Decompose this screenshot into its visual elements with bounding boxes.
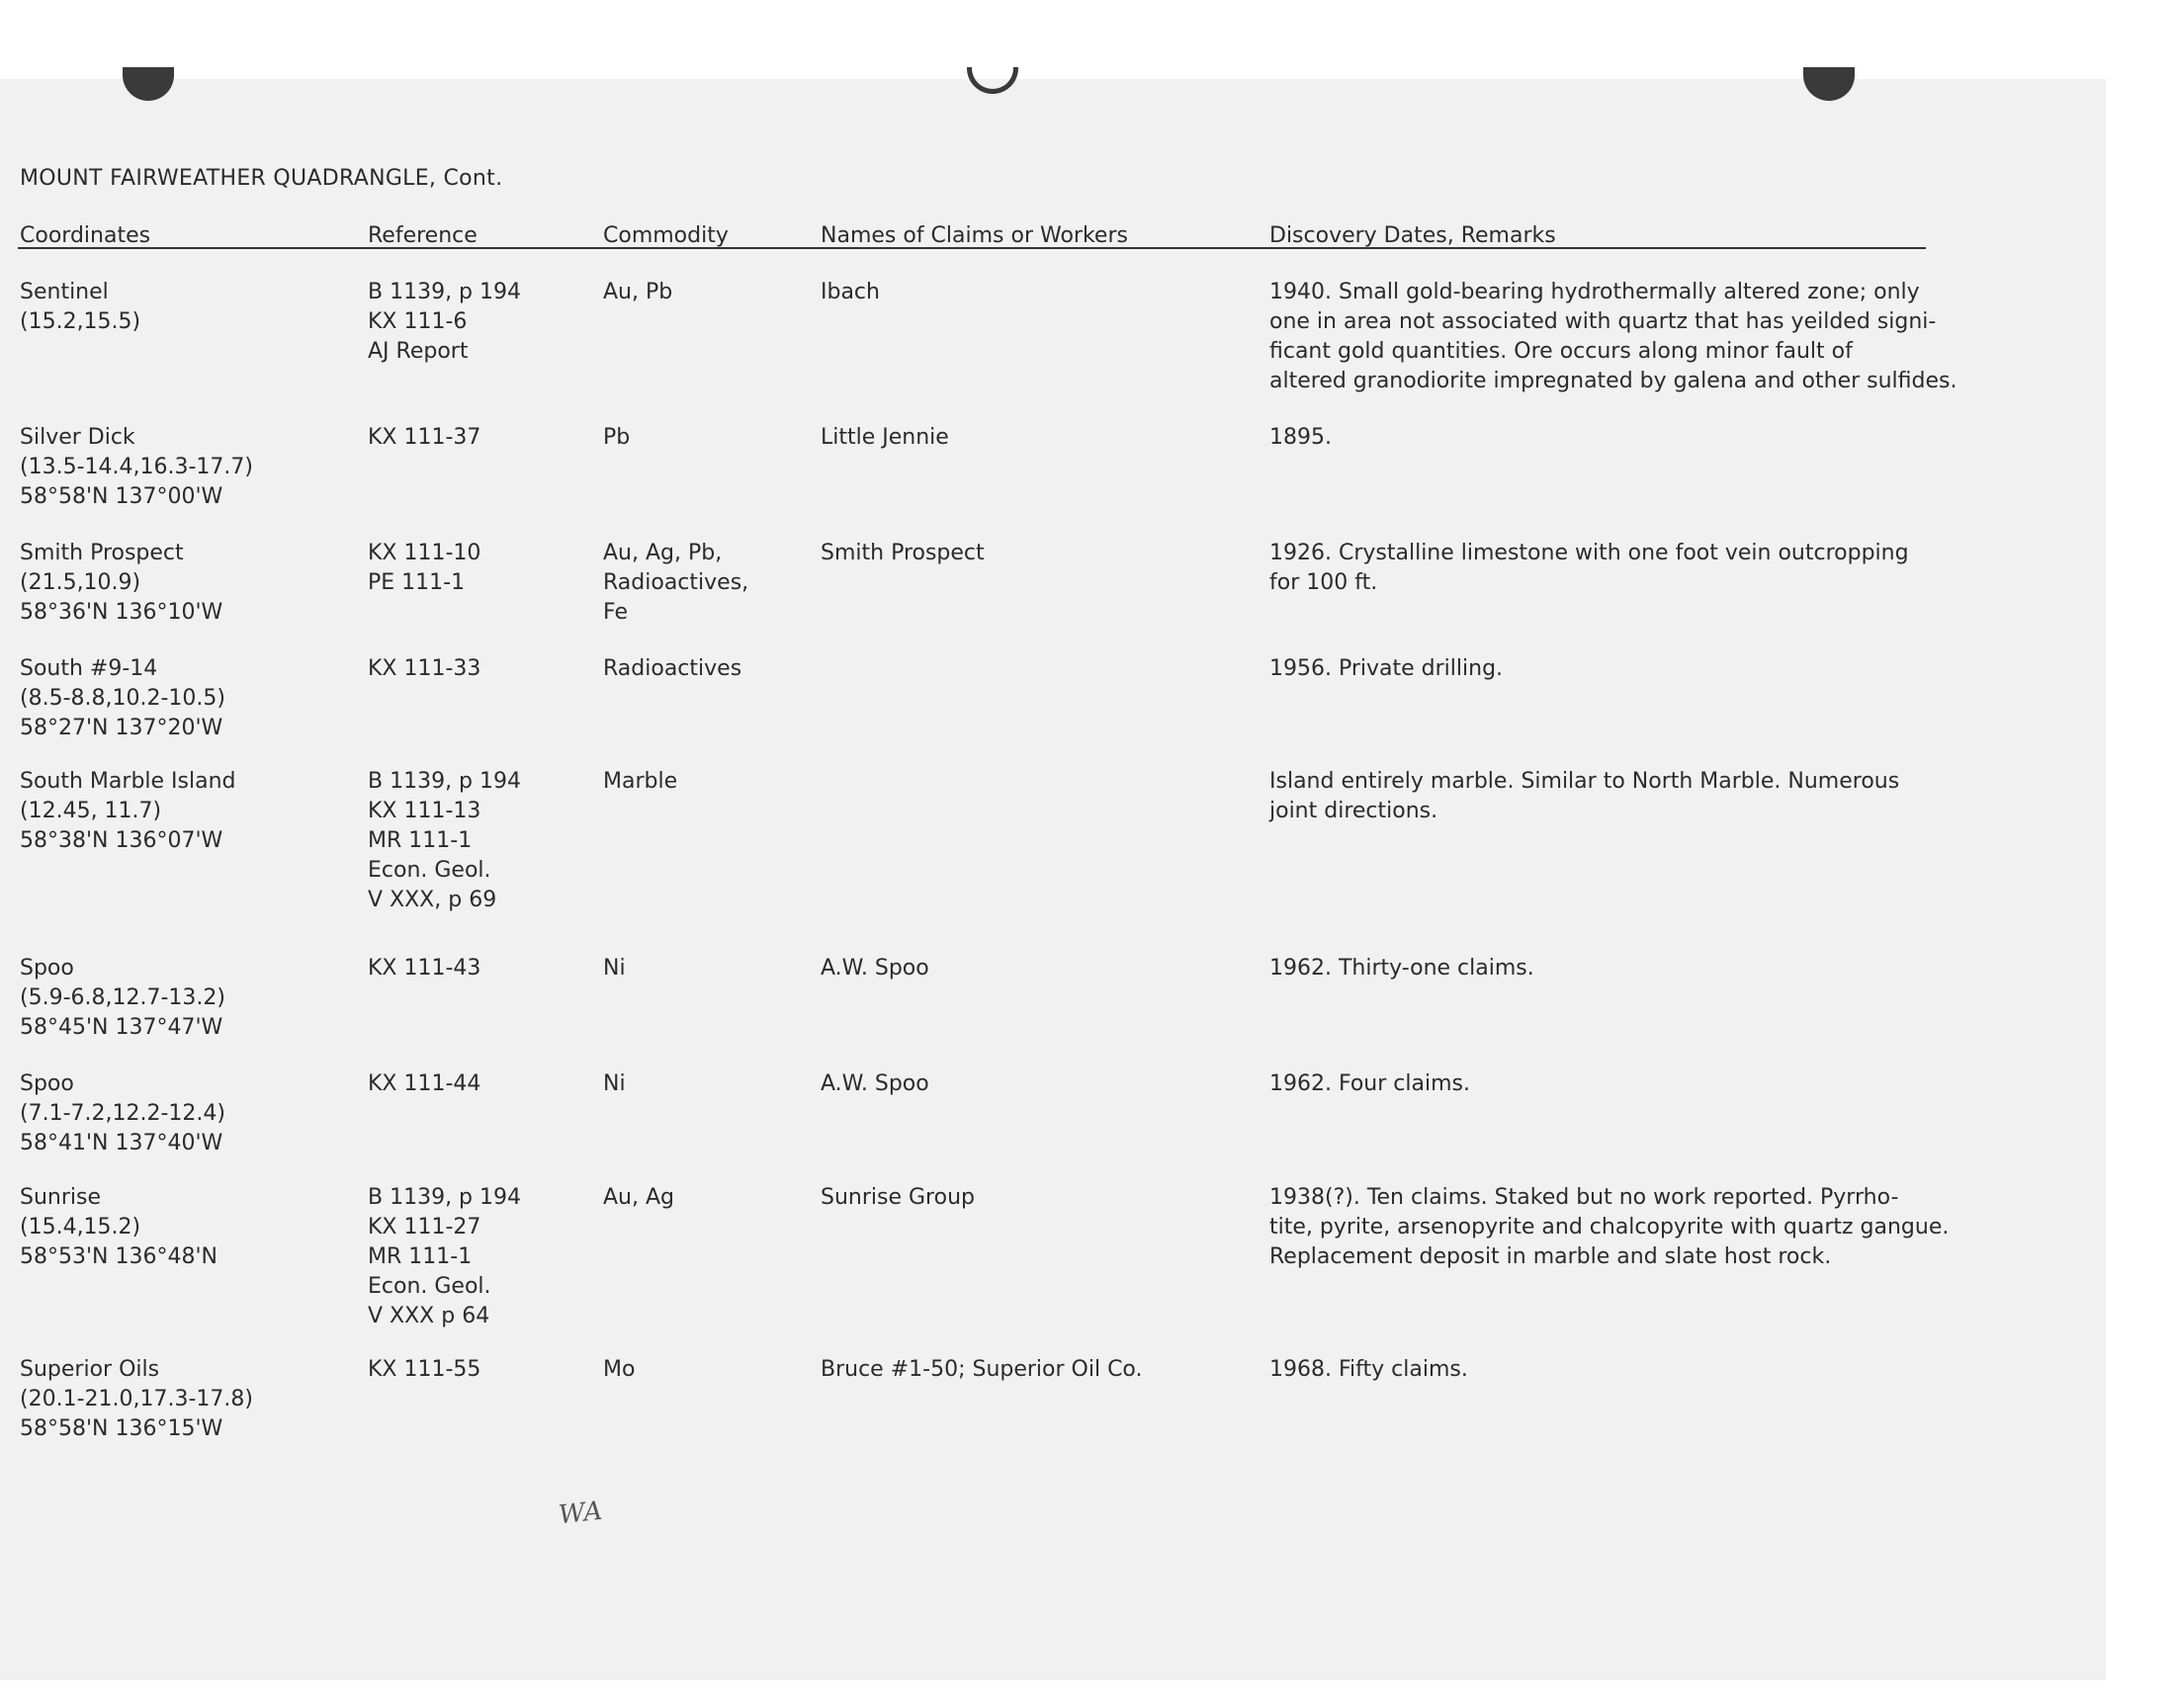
column-header-coordinates: Coordinates [20,223,151,248]
coordinates-cell: Superior Oils (20.1-21.0,17.3-17.8) 58°58'N 136°15'W [20,1357,253,1441]
reference-cell: KX 111-33 [368,656,481,681]
commodity-cell: Au, Ag [603,1185,674,1210]
names-cell: A.W. Spoo [821,956,929,981]
reference-cell: KX 111-44 [368,1071,481,1096]
column-header-commodity: Commodity [603,223,729,248]
commodity-cell: Radioactives [603,656,742,681]
remarks-cell: 1968. Fifty claims. [1269,1357,1468,1382]
reference-cell: KX 111-55 [368,1357,481,1382]
coordinates-cell: Sunrise (15.4,15.2) 58°53'N 136°48'N [20,1185,218,1269]
header-rule [18,247,1926,249]
remarks-cell: 1926. Crystalline limestone with one foot vein outcropping for 100 ft. [1269,541,1909,595]
commodity-cell: Ni [603,956,626,981]
commodity-cell: Mo [603,1357,636,1382]
document-title: MOUNT FAIRWEATHER QUADRANGLE, Cont. [20,166,503,191]
coordinates-cell: South Marble Island (12.45, 11.7) 58°38'N 136°07'W [20,769,236,853]
reference-cell: B 1139, p 194 KX 111-13 MR 111-1 Econ. Geol. V XXX, p 69 [368,769,522,912]
reference-cell: KX 111-37 [368,425,481,450]
names-cell: A.W. Spoo [821,1071,929,1096]
remarks-cell: 1956. Private drilling. [1269,656,1504,681]
column-header-remarks: Discovery Dates, Remarks [1269,223,1556,248]
column-header-reference: Reference [368,223,478,248]
reference-cell: B 1139, p 194 KX 111-6 AJ Report [368,280,522,364]
remarks-cell: 1962. Four claims. [1269,1071,1470,1096]
punch-hole-right [1803,67,1855,101]
remarks-cell: Island entirely marble. Similar to North Marble. Numerous joint directions. [1269,769,1900,823]
commodity-cell: Au, Pb [603,280,673,304]
commodity-cell: Pb [603,425,631,450]
reference-cell: B 1139, p 194 KX 111-27 MR 111-1 Econ. Geol. V XXX p 64 [368,1185,522,1328]
names-cell: Little Jennie [821,425,949,450]
coordinates-cell: Silver Dick (13.5-14.4,16.3-17.7) 58°58'N 137°00'W [20,425,253,509]
remarks-cell: 1940. Small gold-bearing hydrothermally altered zone; only one in area not associated with quartz that has yeilded signi- ficant gold quantities. Ore occurs along minor fault of altered granodiorite impregnated by galena and other sulfides. [1269,280,1958,393]
remarks-cell: 1962. Thirty-one claims. [1269,956,1534,981]
coordinates-cell: Spoo (5.9-6.8,12.7-13.2) 58°45'N 137°47'W [20,956,225,1040]
commodity-cell: Au, Ag, Pb, Radioactives, Fe [603,541,749,625]
remarks-cell: 1938(?). Ten claims. Staked but no work reported. Pyrrho- tite, pyrite, arsenopyrite and chalcopyrite with quartz gangue. Replacement deposit in marble and slate host rock. [1269,1185,1950,1269]
coordinates-cell: Smith Prospect (21.5,10.9) 58°36'N 136°10'W [20,541,223,625]
coordinates-cell: Spoo (7.1-7.2,12.2-12.4) 58°41'N 137°40'W [20,1071,225,1155]
column-header-names: Names of Claims or Workers [821,223,1128,248]
punch-hole-center [967,67,1018,94]
commodity-cell: Marble [603,769,678,794]
punch-hole-left [123,67,174,101]
names-cell: Ibach [821,280,880,304]
reference-cell: KX 111-43 [368,956,481,981]
coordinates-cell: Sentinel (15.2,15.5) [20,280,141,334]
remarks-cell: 1895. [1269,425,1332,450]
scanned-page [0,79,2106,1680]
coordinates-cell: South #9-14 (8.5-8.8,10.2-10.5) 58°27'N 137°20'W [20,656,225,740]
names-cell: Sunrise Group [821,1185,975,1210]
commodity-cell: Ni [603,1071,626,1096]
reference-cell: KX 111-10 PE 111-1 [368,541,481,595]
names-cell: Bruce #1-50; Superior Oil Co. [821,1357,1143,1382]
names-cell: Smith Prospect [821,541,985,565]
handwritten-initials: WA [557,1495,604,1531]
